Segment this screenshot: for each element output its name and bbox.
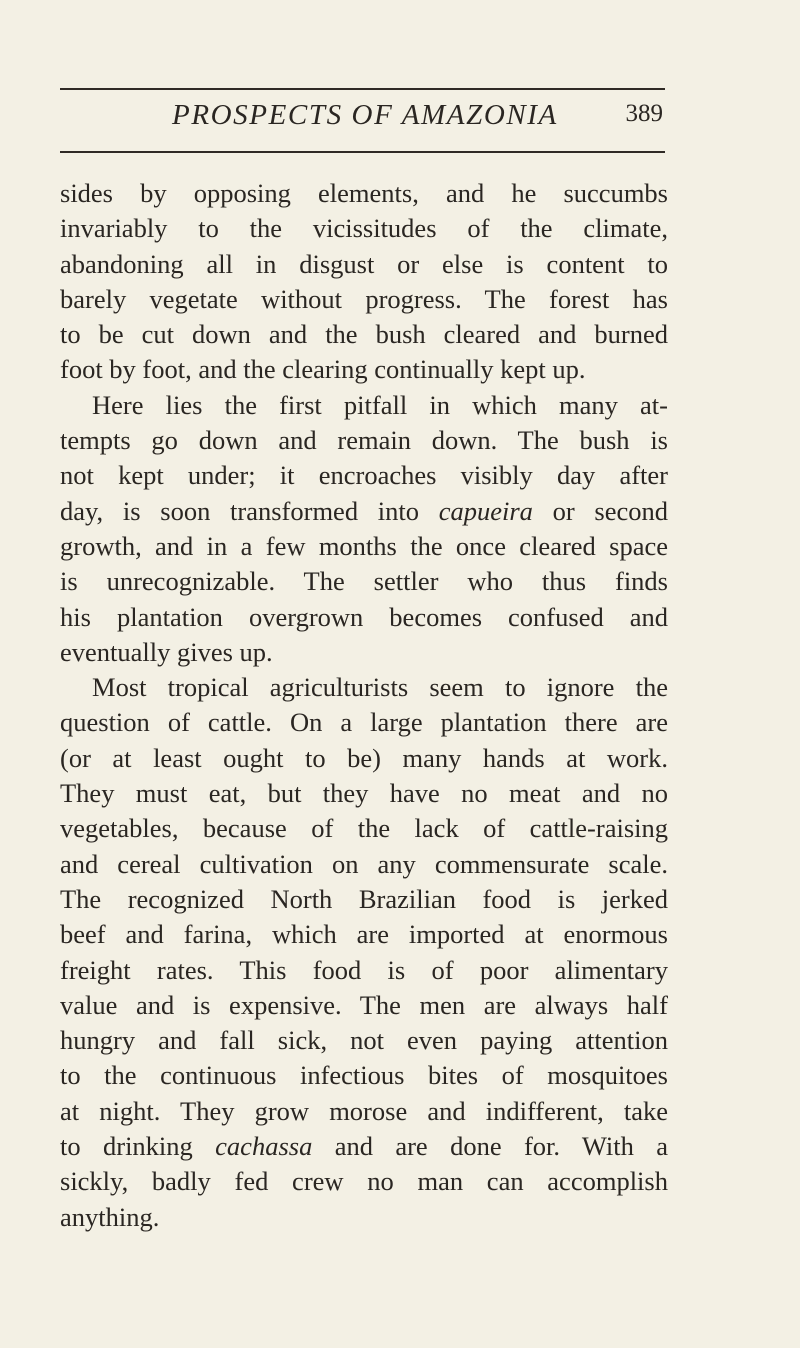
body-text <box>60 176 668 1235</box>
text-line: not kept under; it encroaches visibly day after <box>60 460 668 491</box>
running-title: PROSPECTS OF AMAZONIA <box>172 99 558 131</box>
text-line: abandoning all in disgust or else is content to <box>60 248 668 279</box>
text-line: and cereal cultivation on any commensurate scale. <box>60 848 668 879</box>
text-line: eventually gives up. <box>60 636 273 667</box>
text-line: question of cattle. On a large plantation there are <box>60 707 668 738</box>
text-line: barely vegetate without progress. The forest has <box>60 283 668 314</box>
text-line: to the continuous infectious bites of mosquitoes <box>60 1060 668 1091</box>
text-line: They must eat, but they have no meat and no <box>60 778 668 809</box>
text-line: value and is expensive. The men are always half <box>60 989 668 1020</box>
text-line: his plantation overgrown becomes confused and <box>60 601 668 632</box>
text-line: vegetables, because of the lack of cattle-raising <box>60 813 668 844</box>
text-line: (or at least ought to be) many hands at work. <box>60 742 668 773</box>
running-header <box>60 97 665 141</box>
text-line: to be cut down and the bush cleared and burned <box>60 319 668 350</box>
text-line: freight rates. This food is of poor alimentary <box>60 954 668 985</box>
header-rule-top <box>60 88 665 90</box>
text-line: anything. <box>60 1201 160 1232</box>
text-line: sides by opposing elements, and he succumbs <box>60 178 668 208</box>
text-line: invariably to the vicissitudes of the climate, <box>60 213 668 244</box>
text-line: growth, and in a few months the once cleared space <box>60 530 668 561</box>
text-line: to drinking cachassa and are done for. With a <box>60 1131 668 1162</box>
paragraph-start-line: Here lies the first pitfall in which many at- <box>92 389 668 420</box>
paragraph-start-line: Most tropical agriculturists seem to ignore the <box>92 672 668 703</box>
text-line: tempts go down and remain down. The bush is <box>60 425 668 456</box>
text-line: beef and farina, which are imported at enormous <box>60 919 668 950</box>
page-number: 389 <box>625 100 663 127</box>
text-line: hungry and fall sick, not even paying attention <box>60 1025 668 1056</box>
header-rule-bottom <box>60 151 665 153</box>
text-line: sickly, badly fed crew no man can accomplish <box>60 1166 668 1197</box>
text-line: The recognized North Brazilian food is jerked <box>60 883 668 914</box>
text-line: at night. They grow morose and indifferent, take <box>60 1095 668 1126</box>
italic-term: capueira <box>438 495 533 526</box>
text-line: foot by foot, and the clearing continually kept up. <box>60 354 586 385</box>
text-line: day, is soon transformed into capueira or second <box>60 495 668 526</box>
text-line: is unrecognizable. The settler who thus finds <box>60 566 668 597</box>
italic-term: cachassa <box>215 1131 313 1162</box>
